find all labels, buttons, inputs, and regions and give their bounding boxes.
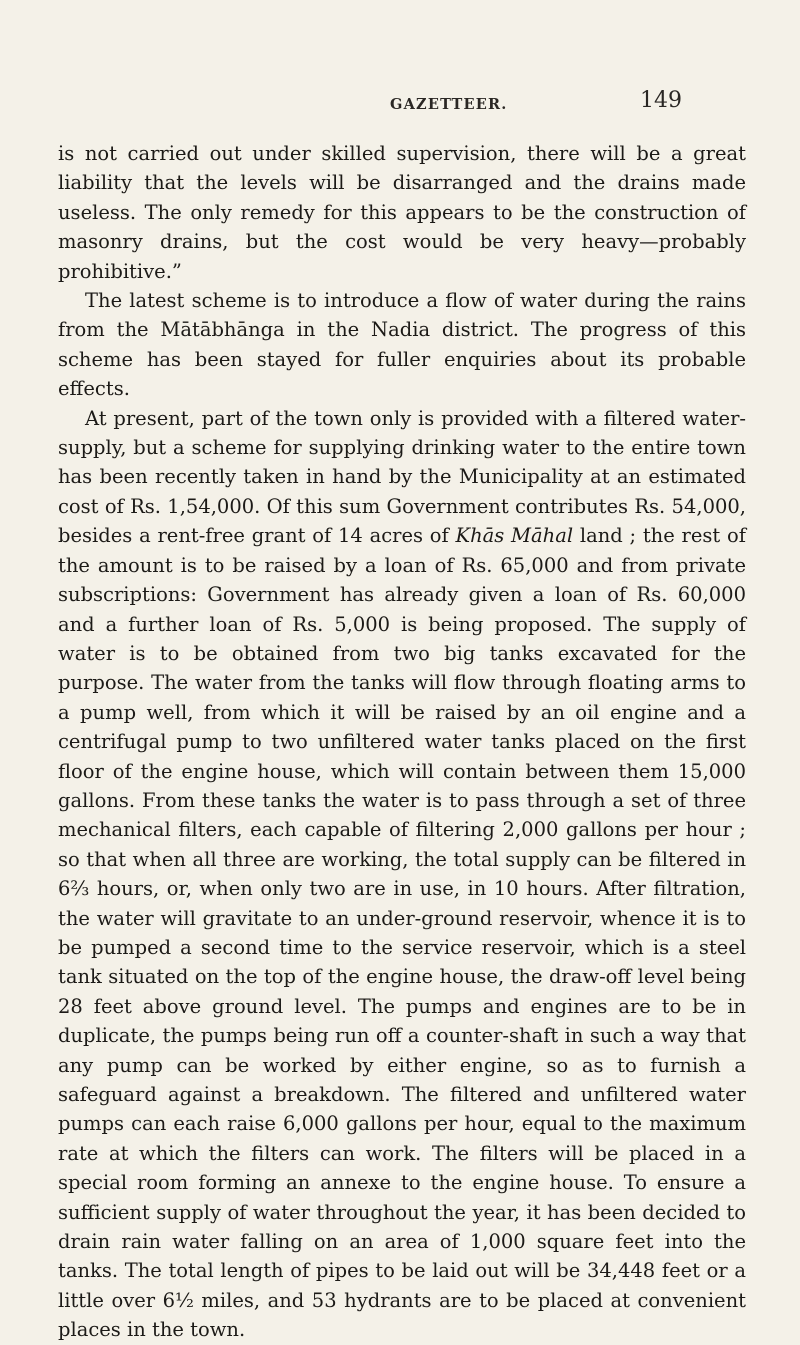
page-number: 149 — [640, 88, 682, 113]
paragraph-water-supply-part-1: At present, part of the town only is provided with a filtered water-supply, but a scheme for supplying drinking water to the entire town has been recently taken in hand by the Municipality at an estimated cost of Rs. 1,54,000. Of this sum Government contributes Rs. 54,000, besides a rent-free grant of 14 acres of — [58, 406, 746, 548]
paragraph-drainage-quote: is not carried out under skilled supervision, there will be a great liability that the levels will be disarranged and the drains made useless. The only remedy for this appears to be the construction of masonry drains, but the cost would be very heavy—probably prohibitive.” — [58, 142, 746, 283]
paragraph-water-supply — [58, 404, 746, 1345]
running-header — [0, 88, 800, 128]
body-text — [58, 139, 746, 1345]
paragraph-latest-scheme: The latest scheme is to introduce a flow of water during the rains from the Mātābhānga in the Nadia district. The progress of this scheme has been stayed for fuller enquiries about its probable effects. — [58, 289, 746, 401]
paragraph-water-supply-part-2: land ; the rest of the amount is to be raised by a loan of Rs. 65,000 and from private subscriptions: Government has already given a loan of Rs. 60,000 and a further loan of Rs. 5,000 is being proposed. The supply of water is to be obtained from two big tanks excavated for the purpose. The water from the tanks will flow through floating arms to a pump well, from which it will be raised by an oil engine and a centrifugal pump to two unfiltered water tanks placed on the first floor of the engine house, which will contain between them 15,000 gallons. From these tanks the water is to pass through a set of three mechanical filters, each capable of filtering 2,000 gallons per hour ; so that when all three are working, the total supply can be filtered in 6⅔ hours, or, when only two are in use, in 10 hours. After filtration, the water will gravitate to an under-ground reservoir, whence it is to be pumped a second time to the service reservoir, which is a steel tank situated on the top of the engine house, the draw-off level being 28 feet above ground level. The pumps and engines are to be in duplicate, the pumps being run off a counter-shaft in such a way that any pump can be worked by either engine, so as to furnish a safeguard against a breakdown. The filtered and unfiltered water pumps can each raise 6,000 gallons per hour, equal to the maximum rate at which the filters can work. The filters will be placed in a special room forming an annexe to the engine house. To ensure a sufficient supply of water throughout the year, it has been decided to drain rain water falling on an area of 1,000 square feet into the tanks. The total length of pipes to be laid out will be 34,448 feet or a little over 6½ miles, and 53 hydrants are to be placed at convenient places in the town. — [58, 524, 746, 1342]
khas-mahal-term: Khās Māhal — [455, 524, 574, 548]
running-title: GAZETTEER. — [390, 96, 508, 113]
